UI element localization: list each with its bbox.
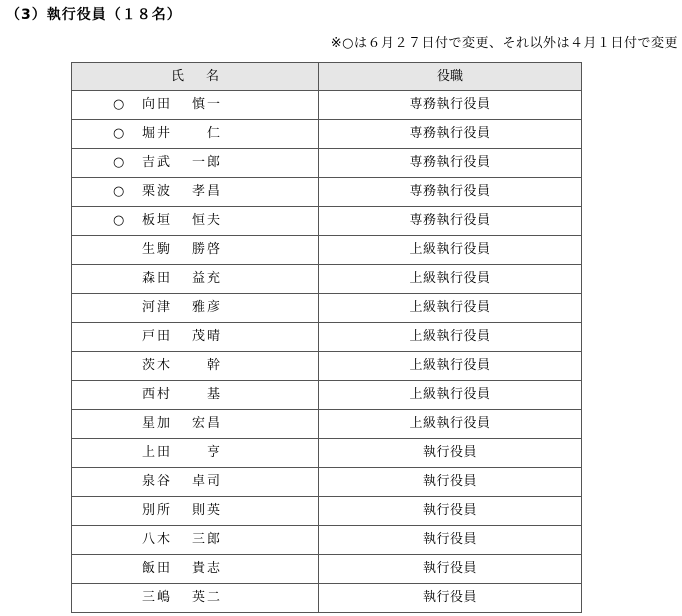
officer-given-name: 卓司 <box>192 474 223 489</box>
officer-title-cell: 上級執行役員 <box>319 323 582 352</box>
officer-name-cell <box>72 439 319 468</box>
table-row <box>72 439 582 468</box>
table-row <box>72 323 582 352</box>
officer-name-cell <box>72 236 319 265</box>
change-mark: ○ <box>113 184 125 199</box>
officer-title-cell: 専務執行役員 <box>319 91 582 120</box>
officer-surname: 西村 <box>142 387 173 402</box>
officer-name-cell <box>72 381 319 410</box>
officer-surname: 星加 <box>142 416 173 431</box>
officer-name-cell <box>72 323 319 352</box>
officer-name-cell <box>72 526 319 555</box>
officer-name-cell <box>72 294 319 323</box>
officer-surname: 吉武 <box>142 155 173 170</box>
officer-surname: 別所 <box>142 503 173 518</box>
officer-name-cell <box>72 497 319 526</box>
table-row <box>72 497 582 526</box>
officer-given-name: 一郎 <box>192 155 223 170</box>
officer-name-cell <box>72 410 319 439</box>
officer-name-cell <box>72 178 319 207</box>
officer-surname: 戸田 <box>142 329 173 344</box>
officer-title-cell: 執行役員 <box>319 439 582 468</box>
officer-name-cell <box>72 555 319 584</box>
change-mark: ○ <box>113 97 125 112</box>
officer-name-cell <box>72 265 319 294</box>
officer-given-name: 三郎 <box>192 532 223 547</box>
officer-name-cell <box>72 120 319 149</box>
officer-title-cell: 上級執行役員 <box>319 236 582 265</box>
officer-surname: 飯田 <box>142 561 173 576</box>
officer-given-name: 慎一 <box>192 97 223 112</box>
table-row <box>72 236 582 265</box>
table-row <box>72 265 582 294</box>
officer-title-cell: 執行役員 <box>319 526 582 555</box>
table-row <box>72 468 582 497</box>
table-row <box>72 526 582 555</box>
executive-officers-table <box>71 62 582 613</box>
officer-title-cell: 専務執行役員 <box>319 149 582 178</box>
officer-surname: 堀井 <box>142 126 173 141</box>
officer-title-cell: 上級執行役員 <box>319 410 582 439</box>
officer-name-cell <box>72 584 319 613</box>
officer-given-name: 英二 <box>192 590 223 605</box>
table-row <box>72 207 582 236</box>
officer-title-cell: 上級執行役員 <box>319 381 582 410</box>
officer-surname: 河津 <box>142 300 173 315</box>
column-header-title: 役職 <box>319 63 582 91</box>
officer-given-name: 恒夫 <box>192 213 223 228</box>
officer-title-cell: 専務執行役員 <box>319 207 582 236</box>
officer-surname: 茨木 <box>142 358 173 373</box>
officer-surname: 栗波 <box>142 184 173 199</box>
change-mark: ○ <box>113 155 125 170</box>
change-mark: ○ <box>113 213 125 228</box>
table-row <box>72 410 582 439</box>
officer-given-name: 雅彦 <box>192 300 223 315</box>
table-row <box>72 584 582 613</box>
officer-surname: 向田 <box>142 97 173 112</box>
table-row <box>72 149 582 178</box>
officer-given-name: 宏昌 <box>192 416 223 431</box>
table-row <box>72 555 582 584</box>
table-row <box>72 381 582 410</box>
officer-given-name: 孝昌 <box>192 184 223 199</box>
officer-surname: 八木 <box>142 532 173 547</box>
officer-title-cell: 上級執行役員 <box>319 294 582 323</box>
officer-given-name: 貴志 <box>192 561 223 576</box>
officer-name-cell <box>72 468 319 497</box>
column-header-name: 氏名 <box>72 63 319 91</box>
officer-name-cell <box>72 149 319 178</box>
officer-surname: 三嶋 <box>142 590 173 605</box>
table-row <box>72 120 582 149</box>
officer-surname: 板垣 <box>142 213 173 228</box>
change-mark: ○ <box>113 126 125 141</box>
officer-given-name: 基 <box>192 387 223 402</box>
officer-surname: 森田 <box>142 271 173 286</box>
table-row <box>72 91 582 120</box>
change-date-note: ※○は６月２７日付で変更、それ以外は４月１日付で変更 <box>330 36 678 51</box>
table-row <box>72 352 582 381</box>
officer-title-cell: 専務執行役員 <box>319 120 582 149</box>
table-row <box>72 178 582 207</box>
officer-title-cell: 執行役員 <box>319 584 582 613</box>
table-header-row <box>72 63 582 91</box>
officer-given-name: 則英 <box>192 503 223 518</box>
officer-title-cell: 専務執行役員 <box>319 178 582 207</box>
officer-surname: 上田 <box>142 445 173 460</box>
officer-surname: 生駒 <box>142 242 173 257</box>
officer-given-name: 仁 <box>192 126 223 141</box>
section-heading: （3）執行役員（１８名） <box>6 7 182 23</box>
officer-name-cell <box>72 207 319 236</box>
officer-given-name: 益充 <box>192 271 223 286</box>
officer-given-name: 茂晴 <box>192 329 223 344</box>
officer-name-cell <box>72 352 319 381</box>
officer-surname: 泉谷 <box>142 474 173 489</box>
officer-title-cell: 上級執行役員 <box>319 265 582 294</box>
officer-given-name: 幹 <box>192 358 223 373</box>
table-row <box>72 294 582 323</box>
officer-title-cell: 執行役員 <box>319 555 582 584</box>
officer-name-cell <box>72 91 319 120</box>
officer-title-cell: 上級執行役員 <box>319 352 582 381</box>
officer-given-name: 勝啓 <box>192 242 223 257</box>
officer-title-cell: 執行役員 <box>319 497 582 526</box>
officer-given-name: 亨 <box>192 445 223 460</box>
officer-title-cell: 執行役員 <box>319 468 582 497</box>
